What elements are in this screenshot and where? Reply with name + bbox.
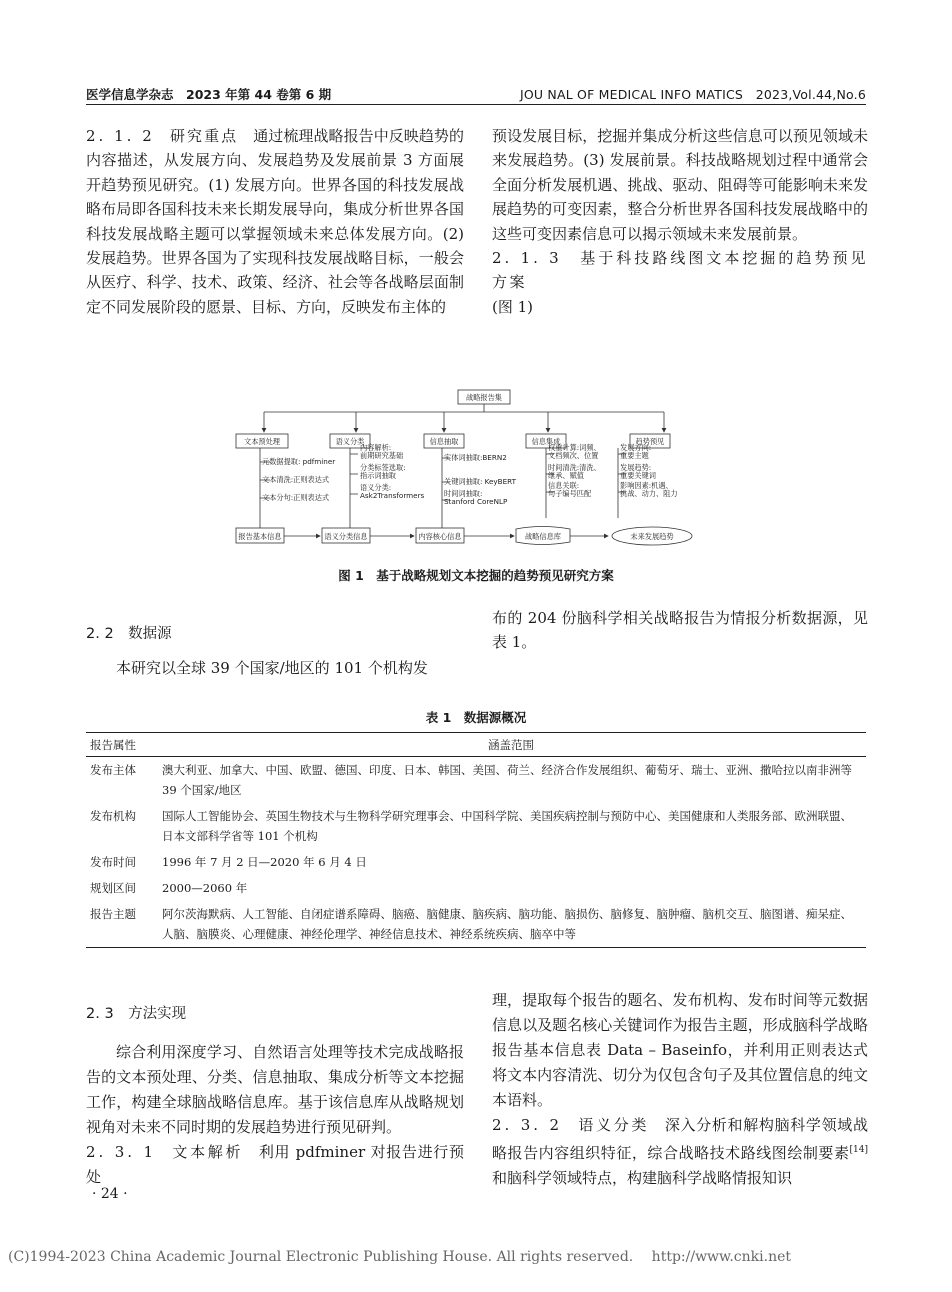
right-column-top xyxy=(492,124,868,319)
table-cell: 发布主体 xyxy=(90,763,136,777)
section-2-3-right xyxy=(492,988,868,1191)
diagram-item-label: 语义分类: xyxy=(360,483,392,492)
citation: [14] xyxy=(849,1145,868,1155)
table-row xyxy=(86,803,866,849)
heading-number: 2. 3 xyxy=(86,1006,114,1022)
diagram-item-label: 时间词抽取: xyxy=(444,489,483,498)
diagram-item-label: 元数据提取: pdfminer xyxy=(262,457,336,466)
diagram-item-label: 实体词抽取:BERN2 xyxy=(444,453,507,462)
paragraph: 和脑科学领域特点，构建脑科学战略情报知识 xyxy=(492,1169,793,1187)
diagram-column-head: 趋势预见 xyxy=(635,437,665,446)
section-number: 2. 3. 1 xyxy=(86,1143,157,1161)
table-row xyxy=(86,757,866,804)
diagram-node-label: 未来发展趋势 xyxy=(630,532,674,541)
section-2-2-right xyxy=(492,606,868,655)
section-number: 2. 3. 2 xyxy=(492,1116,563,1134)
paragraph: 综合利用深度学习、自然语言处理等技术完成战略报告的文本预处理、分类、信息抽取、集成分析等文本挖掘工作，构建全球脑战略信息库。基于该信息库从战略规划视角对未来不同时期的发展趋势进行预见研判。 xyxy=(86,1043,464,1136)
diagram-item-label: 权重计算:词频、 xyxy=(548,443,601,452)
diagram-item-label: 关键词抽取: KeyBERT xyxy=(444,477,517,486)
copyright-footer: (C)1994-2023 China Academic Journal Electronic Publishing House. All rights reserved. http://www.cnki.net xyxy=(8,1249,792,1265)
section-title: 语义分类 xyxy=(578,1116,650,1134)
diagram-item-label: 文本分句:正则表达式 xyxy=(262,493,330,502)
diagram-column-head: 文本预处理 xyxy=(244,437,280,446)
table-row xyxy=(86,875,866,901)
figure-1-caption: 图 1 基于战略规划文本挖掘的趋势预见研究方案 xyxy=(338,568,614,583)
heading-text: 方法实现 xyxy=(128,1006,187,1022)
section-number: 2. 1. 2 xyxy=(86,127,155,145)
diagram-column-head: 信息集成 xyxy=(531,437,561,446)
diagram-item-label: 发展方向: xyxy=(620,443,652,452)
diagram-item-label: 句子编号匹配 xyxy=(548,489,592,498)
diagram-column-head: 信息抽取 xyxy=(429,437,459,446)
table-cell: 规划区间 xyxy=(90,881,136,895)
paragraph: 预设发展目标，挖掘并集成分析这些信息可以预见领域未来发展趋势。(3) 发展前景。科技战略规划过程中通常会全面分析发展机遇、挑战、驱动、阻碍等可能影响未来发展趋势的可变因素，整合分析世界各国科技发展战略中的这些可变因素信息可以揭示领域未来发展前景。 xyxy=(492,127,868,243)
table-row xyxy=(86,849,866,875)
paragraph: 利用 pdfminer 对报告进行预处 xyxy=(86,1143,464,1186)
diagram-item-label: 继承、赋值 xyxy=(548,471,584,480)
table-cell: 报告主题 xyxy=(86,901,158,948)
diagram-item-label: 前期研究基础 xyxy=(360,451,404,460)
diagram-node-label: 报告基本信息 xyxy=(238,532,282,541)
diagram-item-label: Stanford CoreNLP xyxy=(444,497,508,506)
diagram-item-label: 分类标签选取: xyxy=(360,463,406,472)
journal-name-cn: 医学信息学杂志 2023 年第 44 卷第 6 期 xyxy=(86,87,332,102)
section-number: 2. 1. 3 xyxy=(492,249,562,268)
table-cell: 2000—2060 年 xyxy=(162,881,248,895)
section-2-2-heading xyxy=(86,622,172,643)
diagram-node-label: 战略信息库 xyxy=(525,532,561,541)
diagram-item-label: 重要关键词 xyxy=(620,471,656,480)
paragraph: 布的 204 份脑科学相关战略报告为情报分析数据源，见表 1。 xyxy=(492,609,868,652)
section-title: 基于科技路线图文本挖掘的趋势预见方案 xyxy=(492,249,868,292)
diagram-item-label: 挑战、动力、阻力 xyxy=(620,489,678,498)
figure-1-diagram xyxy=(230,388,722,560)
table-cell: 澳大利亚、加拿大、中国、欧盟、德国、印度、日本、韩国、美国、荷兰、经济合作发展组织、葡萄牙、瑞士、亚洲、撒哈拉以南非洲等 39 个国家/地区 xyxy=(162,763,852,797)
diagram-item-label: 指示词抽取 xyxy=(360,471,396,480)
diagram-item-label: 发展趋势: xyxy=(620,463,652,472)
paragraph: 通过梳理战略报告中反映趋势的内容描述，从发展方向、发展趋势及发展前景 3 方面展开趋势预见研究。(1) 发展方向。世界各国的科技发展战略布局即各国科技未来长期发展导向，集成分析世界各国科技发展战略主题可以掌握领域未来总体发展方向。(2) 发展趋势。世界各国为了实现科技发展战略目标，一般会从医疗、科学、技术、政策、经济、社会等各战略层面制定不同发展阶段的愿景、目标、方向，反映发布主体的 xyxy=(86,127,464,316)
table-header: 报告属性 xyxy=(86,733,158,757)
journal-name-en: JOU NAL OF MEDICAL INFO MATICS 2023,Vol.44,No.6 xyxy=(519,87,866,102)
diagram-node-label: 内容核心信息 xyxy=(418,532,462,541)
diagram-item-label: 信息关联: xyxy=(548,481,580,490)
heading-number: 2. 2 xyxy=(86,626,114,642)
table-cell: 阿尔茨海默病、人工智能、自闭症谱系障碍、脑癌、脑健康、脑疾病、脑功能、脑损伤、脑修复、脑肿瘤、脑机交互、脑图谱、痴呆症、人脑、脑膜炎、心理健康、神经伦理学、神经信息技术、神经系统疾病、脑卒中等 xyxy=(158,901,866,948)
diagram-column-head: 语义分类 xyxy=(335,437,365,446)
table-header: 涵盖范围 xyxy=(158,733,866,757)
section-2-3-left xyxy=(86,1040,464,1190)
page-number: · 24 · xyxy=(92,1186,128,1202)
section-title-cont: (图 1) xyxy=(492,297,534,316)
table-cell: 1996 年 7 月 2 日—2020 年 6 月 4 日 xyxy=(162,855,367,869)
left-column-top xyxy=(86,124,464,319)
table-1 xyxy=(86,732,866,948)
table-row xyxy=(86,901,866,948)
running-header xyxy=(86,82,866,105)
section-2-2-left xyxy=(86,656,464,680)
table-cell: 国际人工智能协会、英国生物技术与生物科学研究理事会、中国科学院、美国疾病控制与预防中心、美国健康和人类服务部、欧洲联盟、日本文部科学省等 101 个机构 xyxy=(162,809,852,843)
diagram-item-label: 重要主题 xyxy=(620,451,649,460)
diagram-item-label: 时间清洗:清洗、 xyxy=(548,463,601,472)
paragraph: 本研究以全球 39 个国家/地区的 101 个机构发 xyxy=(116,659,428,677)
section-title: 研究重点 xyxy=(169,127,239,145)
table-cell: 发布机构 xyxy=(90,809,136,823)
diagram-item-label: 文本清洗:正则表达式 xyxy=(262,475,330,484)
diagram-root-label: 战略报告集 xyxy=(466,393,502,402)
section-2-3-heading xyxy=(86,1002,186,1023)
section-title: 文本解析 xyxy=(172,1143,244,1161)
diagram-item-label: Ask2Transformers xyxy=(360,491,425,500)
diagram-node-label: 语义分类信息 xyxy=(324,532,368,541)
diagram-item-label: 文档频次、位置 xyxy=(548,451,599,460)
table-1-caption: 表 1 数据源概况 xyxy=(425,710,527,725)
table-cell: 发布时间 xyxy=(90,855,136,869)
heading-text: 数据源 xyxy=(128,626,172,642)
diagram-item-label: 影响因素:机遇、 xyxy=(620,481,673,490)
paragraph: 深入分析和解构脑科学领域战略报告内容组织特征，综合战略技术路线图绘制要素 xyxy=(492,1116,868,1162)
diagram-item-label: 内容解析: xyxy=(360,443,392,452)
paragraph: 理，提取每个报告的题名、发布机构、发布时间等元数据信息以及题名核心关键词作为报告主题，形成脑科学战略报告基本信息表 Data – Baseinfo，并利用正则表达式将文本内容清洗、切分为仅包含句子及其位置信息的纯文本语料。 xyxy=(492,991,868,1109)
